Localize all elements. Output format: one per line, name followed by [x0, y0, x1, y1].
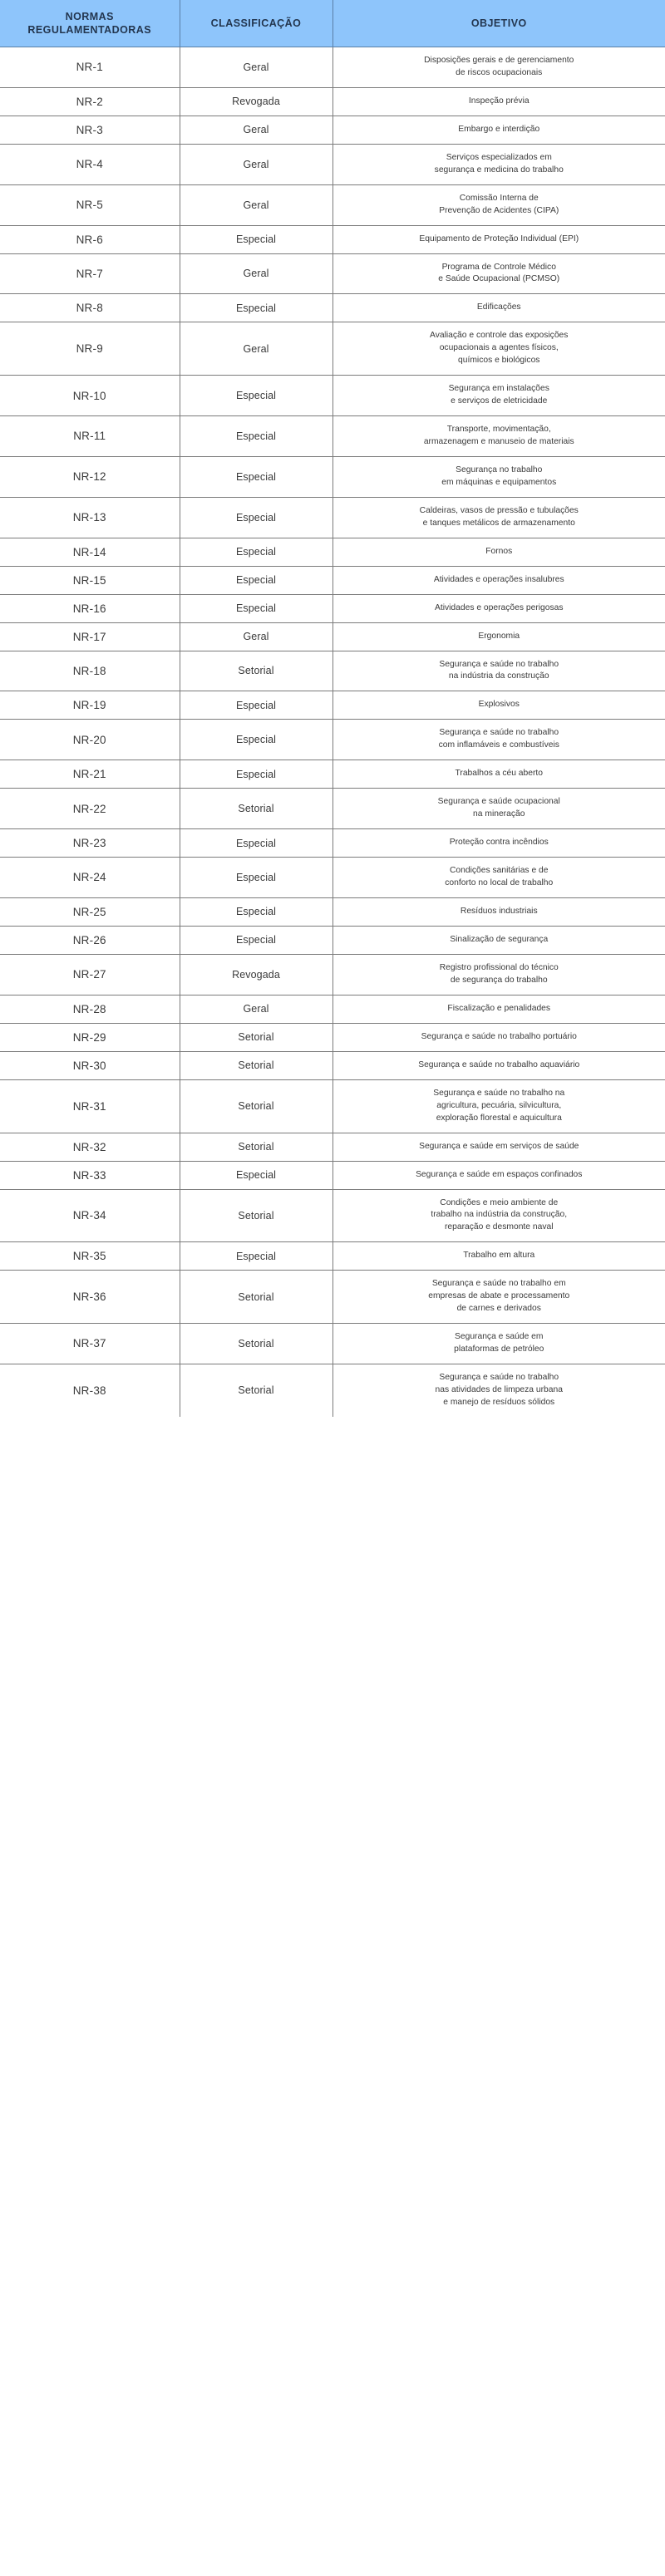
table-header — [0, 0, 665, 47]
objetivo-line: na mineração — [473, 809, 525, 819]
cell-classificacao: Geral — [180, 184, 332, 225]
table-row — [0, 926, 665, 954]
objetivo-line: Segurança em instalações — [448, 384, 549, 394]
cell-norma: NR-31 — [0, 1079, 180, 1133]
objetivo-line: Resíduos industriais — [460, 906, 538, 916]
table-row — [0, 760, 665, 789]
table-row — [0, 1189, 665, 1242]
cell-objetivo — [332, 858, 665, 898]
cell-classificacao: Geral — [180, 253, 332, 294]
cell-norma: NR-15 — [0, 566, 180, 594]
objetivo-line: de segurança do trabalho — [450, 975, 548, 985]
cell-norma: NR-29 — [0, 1023, 180, 1051]
objetivo-line: plataformas de petróleo — [454, 1344, 544, 1354]
table-row — [0, 144, 665, 184]
cell-classificacao: Especial — [180, 497, 332, 538]
objetivo-line: Programa de Controle Médico — [441, 262, 556, 272]
cell-norma: NR-38 — [0, 1364, 180, 1416]
objetivo-line: Fiscalização e penalidades — [447, 1003, 551, 1013]
cell-objetivo — [332, 691, 665, 720]
cell-norma: NR-7 — [0, 253, 180, 294]
header-row — [0, 0, 665, 47]
cell-objetivo — [332, 47, 665, 88]
table-row — [0, 566, 665, 594]
cell-norma: NR-18 — [0, 651, 180, 691]
cell-norma: NR-35 — [0, 1242, 180, 1271]
table-row — [0, 294, 665, 322]
cell-norma: NR-20 — [0, 720, 180, 760]
cell-classificacao: Especial — [180, 1242, 332, 1271]
cell-classificacao: Especial — [180, 538, 332, 566]
objetivo-line: armazenagem e manuseio de materiais — [423, 436, 574, 446]
cell-classificacao: Especial — [180, 594, 332, 622]
table-row — [0, 594, 665, 622]
table-row — [0, 47, 665, 88]
objetivo-line: Embargo e interdição — [458, 124, 540, 134]
cell-classificacao: Geral — [180, 622, 332, 651]
cell-classificacao: Setorial — [180, 1051, 332, 1079]
cell-objetivo — [332, 1324, 665, 1364]
cell-objetivo — [332, 1189, 665, 1242]
objetivo-line: Disposições gerais e de gerenciamento — [424, 56, 574, 65]
table-row — [0, 897, 665, 926]
table-row — [0, 116, 665, 144]
cell-norma: NR-26 — [0, 926, 180, 954]
cell-norma: NR-9 — [0, 322, 180, 376]
objetivo-line: Ergonomia — [478, 631, 520, 641]
cell-norma: NR-17 — [0, 622, 180, 651]
cell-classificacao: Especial — [180, 566, 332, 594]
cell-norma: NR-14 — [0, 538, 180, 566]
cell-classificacao: Setorial — [180, 1133, 332, 1161]
cell-classificacao: Especial — [180, 858, 332, 898]
table-row — [0, 456, 665, 497]
objetivo-line: Atividades e operações perigosas — [434, 602, 564, 612]
objetivo-line: Transporte, movimentação, — [446, 424, 551, 434]
objetivo-line: Segurança e saúde no trabalho aquaviário — [418, 1059, 580, 1069]
cell-norma: NR-3 — [0, 116, 180, 144]
cell-objetivo — [332, 538, 665, 566]
column-header-classificacao: CLASSIFICAÇÃO — [180, 0, 332, 47]
objetivo-line: Avaliação e controle das exposições — [430, 331, 569, 341]
cell-classificacao: Especial — [180, 415, 332, 456]
cell-objetivo — [332, 926, 665, 954]
table-row — [0, 376, 665, 416]
table-row — [0, 954, 665, 995]
table-row — [0, 858, 665, 898]
objetivo-line: empresas de abate e processamento — [428, 1291, 570, 1301]
objetivo-line: ocupacionais a agentes físicos, — [439, 343, 559, 353]
objetivo-line: Equipamento de Proteção Individual (EPI) — [419, 234, 579, 243]
table-row — [0, 1051, 665, 1079]
cell-norma: NR-13 — [0, 497, 180, 538]
cell-norma: NR-6 — [0, 225, 180, 253]
cell-objetivo — [332, 566, 665, 594]
objetivo-line: trabalho na indústria da construção, — [431, 1210, 568, 1220]
cell-norma: NR-37 — [0, 1324, 180, 1364]
table-row — [0, 184, 665, 225]
header-normas-line1: NORMAS — [65, 10, 114, 22]
cell-classificacao: Geral — [180, 144, 332, 184]
objetivo-line: com inflamáveis e combustíveis — [438, 740, 559, 750]
cell-objetivo — [332, 720, 665, 760]
cell-objetivo — [332, 253, 665, 294]
objetivo-line: Segurança e saúde em serviços de saúde — [419, 1141, 579, 1151]
objetivo-line: Segurança e saúde em espaços confinados — [416, 1169, 583, 1179]
objetivo-line: de riscos ocupacionais — [456, 67, 543, 77]
table-row — [0, 225, 665, 253]
table-row — [0, 1364, 665, 1416]
table-row — [0, 1271, 665, 1324]
objetivo-line: e tanques metálicos de armazenamento — [422, 518, 575, 528]
objetivo-line: Segurança e saúde ocupacional — [437, 797, 560, 807]
table-body — [0, 47, 665, 1417]
objetivo-line: Segurança e saúde no trabalho na — [433, 1088, 565, 1098]
objetivo-line: de carnes e derivados — [456, 1304, 541, 1314]
cell-objetivo — [332, 294, 665, 322]
cell-classificacao: Geral — [180, 47, 332, 88]
cell-norma: NR-2 — [0, 87, 180, 116]
cell-objetivo — [332, 376, 665, 416]
objetivo-line: Atividades e operações insalubres — [433, 574, 564, 584]
table-row — [0, 691, 665, 720]
objetivo-line: Segurança e saúde no trabalho — [439, 659, 559, 669]
table-row — [0, 1324, 665, 1364]
table-row — [0, 622, 665, 651]
cell-objetivo — [332, 897, 665, 926]
cell-classificacao: Especial — [180, 760, 332, 789]
cell-objetivo — [332, 789, 665, 829]
objetivo-line: Caldeiras, vasos de pressão e tubulações — [419, 505, 579, 515]
objetivo-line: agricultura, pecuária, silvicultura, — [436, 1100, 562, 1110]
objetivo-line: Trabalho em altura — [463, 1251, 535, 1261]
objetivo-line: em máquinas e equipamentos — [441, 477, 557, 487]
cell-classificacao: Setorial — [180, 651, 332, 691]
cell-classificacao: Geral — [180, 116, 332, 144]
table-row — [0, 415, 665, 456]
cell-classificacao: Especial — [180, 720, 332, 760]
cell-classificacao: Especial — [180, 691, 332, 720]
cell-classificacao: Setorial — [180, 1324, 332, 1364]
cell-norma: NR-19 — [0, 691, 180, 720]
objetivo-line: exploração florestal e aquicultura — [436, 1113, 562, 1123]
cell-classificacao: Especial — [180, 456, 332, 497]
objetivo-line: Segurança e saúde no trabalho — [439, 728, 559, 738]
objetivo-line: Fornos — [485, 546, 513, 556]
cell-classificacao: Setorial — [180, 1189, 332, 1242]
cell-norma: NR-1 — [0, 47, 180, 88]
cell-norma: NR-25 — [0, 897, 180, 926]
cell-classificacao: Geral — [180, 322, 332, 376]
cell-classificacao: Setorial — [180, 1271, 332, 1324]
cell-classificacao: Especial — [180, 294, 332, 322]
cell-objetivo — [332, 116, 665, 144]
cell-objetivo — [332, 1051, 665, 1079]
cell-classificacao: Revogada — [180, 87, 332, 116]
cell-objetivo — [332, 954, 665, 995]
objetivo-line: e manejo de resíduos sólidos — [443, 1397, 555, 1407]
objetivo-line: Explosivos — [478, 700, 520, 710]
objetivo-line: Prevenção de Acidentes (CIPA) — [439, 205, 559, 215]
column-header-objetivo: OBJETIVO — [332, 0, 665, 47]
cell-objetivo — [332, 1364, 665, 1416]
objetivo-line: Proteção contra incêndios — [449, 838, 549, 848]
objetivo-line: Registro profissional do técnico — [439, 962, 559, 972]
cell-norma: NR-36 — [0, 1271, 180, 1324]
table-row — [0, 1133, 665, 1161]
table-row — [0, 253, 665, 294]
cell-norma: NR-23 — [0, 829, 180, 858]
cell-norma: NR-5 — [0, 184, 180, 225]
cell-objetivo — [332, 829, 665, 858]
cell-objetivo — [332, 322, 665, 376]
objetivo-line: químicos e biológicos — [458, 356, 540, 366]
cell-objetivo — [332, 225, 665, 253]
objetivo-line: Condições sanitárias e de — [450, 866, 549, 876]
objetivo-line: nas atividades de limpeza urbana — [435, 1384, 563, 1394]
cell-norma: NR-27 — [0, 954, 180, 995]
objetivo-line: Segurança no trabalho — [456, 465, 543, 474]
cell-objetivo — [332, 184, 665, 225]
table-row — [0, 651, 665, 691]
cell-classificacao: Especial — [180, 829, 332, 858]
cell-norma: NR-11 — [0, 415, 180, 456]
table-row — [0, 1161, 665, 1189]
column-header-normas-regulamentadoras — [0, 0, 180, 47]
table-row — [0, 497, 665, 538]
cell-objetivo — [332, 651, 665, 691]
cell-objetivo — [332, 1133, 665, 1161]
objetivo-line: Segurança e saúde no trabalho em — [431, 1279, 566, 1289]
cell-classificacao: Revogada — [180, 954, 332, 995]
cell-norma: NR-8 — [0, 294, 180, 322]
table-row — [0, 87, 665, 116]
objetivo-line: Segurança e saúde em — [455, 1332, 544, 1342]
cell-objetivo — [332, 995, 665, 1023]
table-row — [0, 1023, 665, 1051]
cell-norma: NR-24 — [0, 858, 180, 898]
table-row — [0, 1079, 665, 1133]
table-row — [0, 720, 665, 760]
cell-norma: NR-34 — [0, 1189, 180, 1242]
cell-classificacao: Especial — [180, 897, 332, 926]
cell-objetivo — [332, 456, 665, 497]
objetivo-line: Inspeção prévia — [468, 96, 530, 106]
objetivo-line: Serviços especializados em — [446, 152, 552, 162]
cell-objetivo — [332, 87, 665, 116]
cell-objetivo — [332, 1023, 665, 1051]
objetivo-line: Trabalhos a céu aberto — [455, 769, 543, 779]
cell-norma: NR-12 — [0, 456, 180, 497]
cell-norma: NR-33 — [0, 1161, 180, 1189]
cell-objetivo — [332, 1161, 665, 1189]
cell-classificacao: Especial — [180, 376, 332, 416]
cell-objetivo — [332, 622, 665, 651]
cell-objetivo — [332, 1079, 665, 1133]
cell-objetivo — [332, 1271, 665, 1324]
cell-objetivo — [332, 760, 665, 789]
cell-objetivo — [332, 594, 665, 622]
cell-classificacao: Geral — [180, 995, 332, 1023]
cell-objetivo — [332, 497, 665, 538]
cell-classificacao: Setorial — [180, 1364, 332, 1416]
cell-norma: NR-28 — [0, 995, 180, 1023]
objetivo-line: Comissão Interna de — [459, 193, 539, 203]
objetivo-line: Sinalização de segurança — [450, 934, 549, 944]
cell-classificacao: Setorial — [180, 1023, 332, 1051]
objetivo-line: e serviços de eletricidade — [451, 396, 548, 406]
objetivo-line: segurança e medicina do trabalho — [434, 165, 564, 175]
objetivo-line: Segurança e saúde no trabalho portuário — [421, 1031, 577, 1041]
cell-objetivo — [332, 1242, 665, 1271]
cell-objetivo — [332, 144, 665, 184]
cell-classificacao: Setorial — [180, 789, 332, 829]
cell-norma: NR-32 — [0, 1133, 180, 1161]
cell-norma: NR-16 — [0, 594, 180, 622]
objetivo-line: na indústria da construção — [448, 671, 549, 681]
objetivo-line: reparação e desmonte naval — [444, 1222, 554, 1232]
table-row — [0, 829, 665, 858]
cell-classificacao: Especial — [180, 1161, 332, 1189]
cell-classificacao: Setorial — [180, 1079, 332, 1133]
objetivo-line: conforto no local de trabalho — [445, 878, 554, 887]
table-row — [0, 995, 665, 1023]
objetivo-line: e Saúde Ocupacional (PCMSO) — [438, 274, 560, 284]
table-row — [0, 789, 665, 829]
cell-norma: NR-21 — [0, 760, 180, 789]
objetivo-line: Segurança e saúde no trabalho — [439, 1372, 559, 1382]
header-normas-line2: REGULAMENTADORAS — [27, 24, 152, 36]
cell-norma: NR-30 — [0, 1051, 180, 1079]
objetivo-line: Edificações — [476, 302, 521, 312]
cell-classificacao: Especial — [180, 225, 332, 253]
objetivo-line: Condições e meio ambiente de — [440, 1197, 559, 1207]
table-row — [0, 322, 665, 376]
cell-classificacao: Especial — [180, 926, 332, 954]
cell-norma: NR-22 — [0, 789, 180, 829]
cell-objetivo — [332, 415, 665, 456]
cell-norma: NR-10 — [0, 376, 180, 416]
cell-norma: NR-4 — [0, 144, 180, 184]
table-row — [0, 1242, 665, 1271]
table-row — [0, 538, 665, 566]
